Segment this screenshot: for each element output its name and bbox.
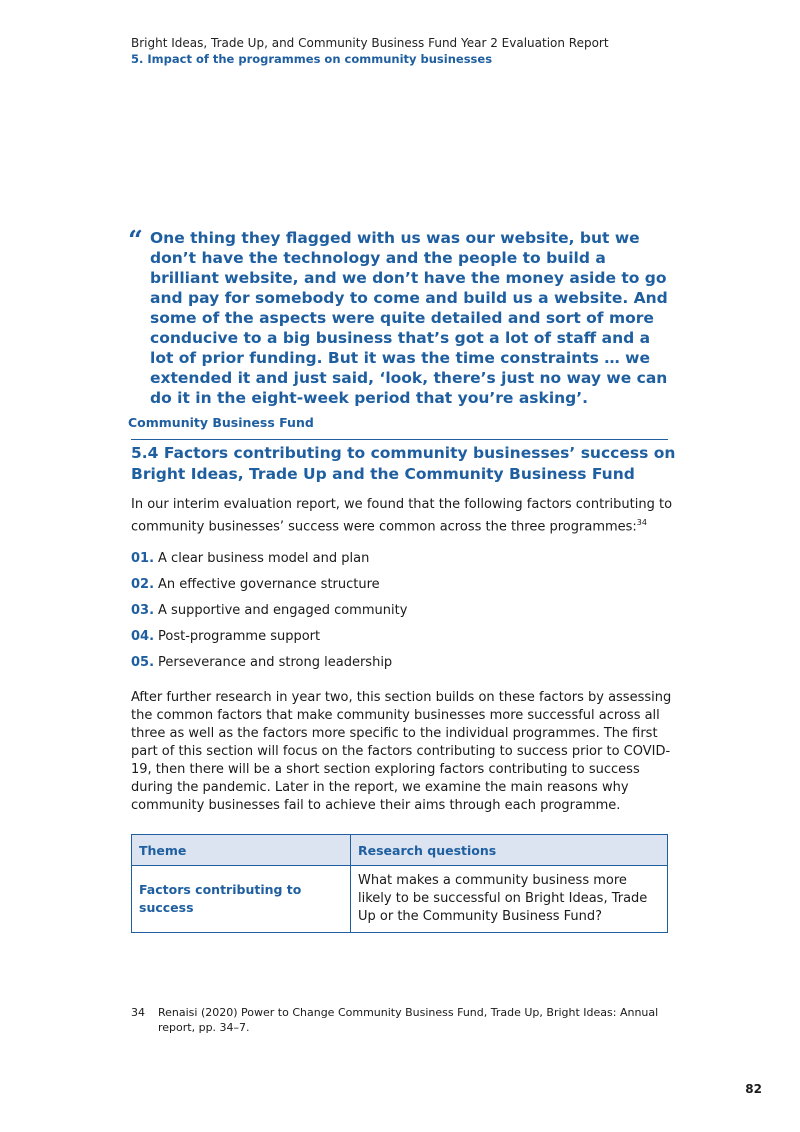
list-item: [131, 601, 407, 627]
footnote-ref[interactable]: 34: [636, 518, 647, 527]
list-item-number: 02.: [131, 577, 155, 592]
list-item: [131, 627, 407, 653]
quote-source: Community Business Fund: [128, 415, 314, 430]
footnote: [131, 1005, 676, 1035]
list-item: [131, 549, 407, 575]
list-item-number: 04.: [131, 629, 155, 644]
list-item-number: 01.: [131, 551, 155, 566]
research-questions-table: [131, 834, 668, 933]
list-item: [131, 575, 407, 601]
footnote-number: 34: [131, 1006, 145, 1019]
table-cell-question: What makes a community business more likely to be successful on Bright Ideas, Trade Up or the Community Business Fund?: [351, 866, 668, 933]
intro-text: In our interim evaluation report, we found that the following factors contributing to community businesses’ success were common across the three programmes:: [131, 497, 673, 535]
quote-text: One thing they flagged with us was our website, but we don’t have the technology and the people to build a brilliant website, and we don’t have the money aside to go and pay for somebody to come and build us a website. And some of the aspects were quite detailed and sort of more conducive to a big business that’s got a lot of staff and a lot of prior funding. But it was the time constraints … we extended it and just said, ‘look, there’s just no way we can do it in the eight-week period that you’re asking’.: [150, 229, 668, 407]
list-item-label: An effective governance structure: [158, 577, 380, 592]
quote-mark-icon: “: [128, 226, 143, 256]
list-item-label: Perseverance and strong leadership: [158, 655, 393, 670]
list-item-number: 05.: [131, 655, 155, 670]
pull-quote: [128, 228, 673, 432]
section-divider: [131, 439, 668, 440]
column-header-theme: Theme: [132, 835, 351, 866]
body-paragraph: After further research in year two, this section builds on these factors by assessing the common factors that make community businesses more successful across all three as well as the factors more specific to the individual programmes. The first part of this section will focus on the factors contributing to success prior to COVID-19, then there will be a short section exploring factors contributing to success during the pandemic. Later in the report, we examine the main reasons why community businesses fail to achieve their aims through each programme.: [131, 690, 672, 813]
table-cell-theme: Factors contributing to success: [132, 866, 351, 933]
list-item-label: A clear business model and plan: [158, 551, 370, 566]
column-header-research-questions: Research questions: [351, 835, 668, 866]
intro-paragraph: [131, 496, 676, 536]
document-title: Bright Ideas, Trade Up, and Community Business Fund Year 2 Evaluation Report: [131, 36, 609, 50]
list-item: [131, 653, 407, 679]
section-title: 5. Impact of the programmes on community businesses: [131, 52, 493, 66]
factors-list: [131, 549, 407, 679]
section-heading: 5.4 Factors contributing to community businesses’ success on Bright Ideas, Trade Up and the Community Business Fund: [131, 444, 676, 483]
page-number: 82: [745, 1082, 762, 1096]
footnote-text: Renaisi (2020) Power to Change Community Business Fund, Trade Up, Bright Ideas: Annual report, pp. 34–7.: [158, 1006, 659, 1034]
running-header: [131, 35, 609, 67]
list-item-number: 03.: [131, 603, 155, 618]
table-header-row: [132, 835, 668, 866]
table-row: [132, 866, 668, 933]
list-item-label: Post-programme support: [158, 629, 321, 644]
list-item-label: A supportive and engaged community: [158, 603, 408, 618]
